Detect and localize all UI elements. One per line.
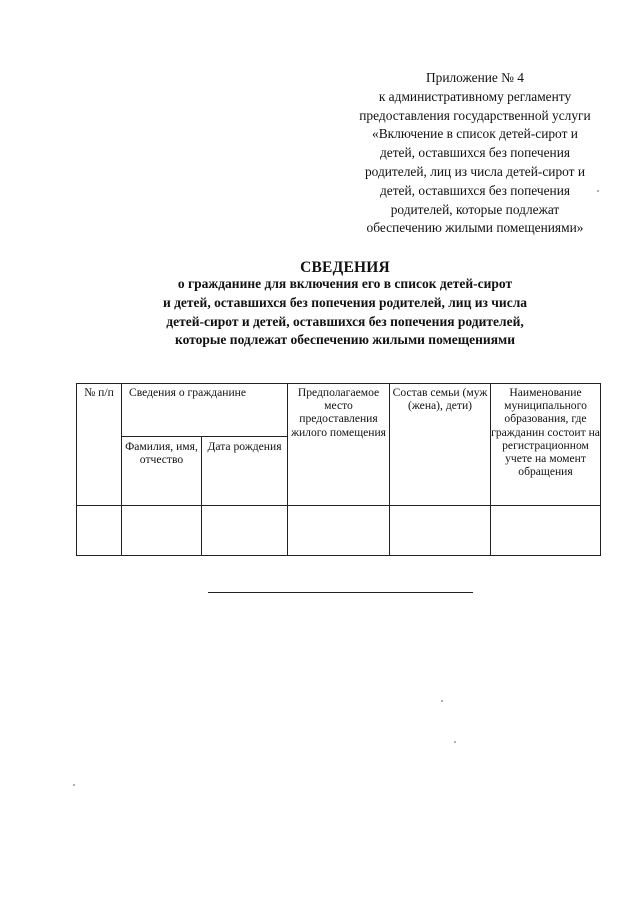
appendix-line: Приложение № 4 bbox=[425, 70, 525, 85]
empty-cell[interactable] bbox=[202, 506, 288, 556]
appendix-line: к административному регламенту bbox=[378, 88, 572, 104]
appendix-line: родителей, лиц из числа детей-сирот и bbox=[364, 163, 586, 179]
appendix-line: детей, оставшихся без попечения bbox=[379, 145, 571, 161]
scan-speck bbox=[441, 700, 443, 702]
empty-cell[interactable] bbox=[390, 506, 491, 556]
empty-cell[interactable] bbox=[491, 506, 601, 556]
subtitle-line: о гражданине для включения его в список детей-сирот bbox=[177, 276, 513, 291]
scan-speck bbox=[73, 784, 75, 786]
appendix-line: детей, оставшихся без попечения bbox=[379, 182, 571, 198]
appendix-line: обеспечению жилыми помещениями» bbox=[366, 220, 584, 236]
empty-cell[interactable] bbox=[288, 506, 390, 556]
appendix-line: родителей, которые подлежат bbox=[390, 201, 560, 217]
document-subtitle bbox=[100, 275, 590, 350]
empty-cell[interactable] bbox=[122, 506, 202, 556]
subtitle-line: и детей, оставшихся без попечения родителей, лиц из числа bbox=[162, 294, 528, 310]
header-citizen-info: Сведения о гражданине bbox=[122, 384, 288, 437]
scan-speck bbox=[597, 190, 599, 192]
subtitle-line: детей-сирот и детей, оставшихся без попечения родителей, bbox=[166, 313, 524, 329]
header-municipality: Наименование муниципального образования, где гражданин состоит на регистрационном учете на момент обращения bbox=[491, 384, 601, 506]
subtitle-line: которые подлежат обеспечению жилыми помещениями bbox=[175, 332, 515, 348]
header-full-name: Фамилия, имя, отчество bbox=[122, 437, 202, 506]
appendix-line: «Включение в список детей-сирот и bbox=[372, 126, 578, 142]
document-title: СВЕДЕНИЯ bbox=[300, 259, 390, 276]
appendix-header bbox=[340, 69, 610, 238]
header-family: Состав семьи (муж (жена), дети) bbox=[390, 384, 491, 506]
appendix-line: предоставления государственной услуги bbox=[359, 107, 591, 123]
header-birth-date: Дата рождения bbox=[202, 437, 288, 506]
citizen-info-table bbox=[76, 383, 601, 556]
scan-speck bbox=[454, 741, 456, 743]
header-number: № п/п bbox=[77, 384, 122, 506]
header-housing-place: Предполагаемое место предоставления жилого помещения bbox=[288, 384, 390, 506]
table-row bbox=[77, 506, 601, 556]
horizontal-rule bbox=[208, 592, 473, 593]
empty-cell[interactable] bbox=[77, 506, 122, 556]
